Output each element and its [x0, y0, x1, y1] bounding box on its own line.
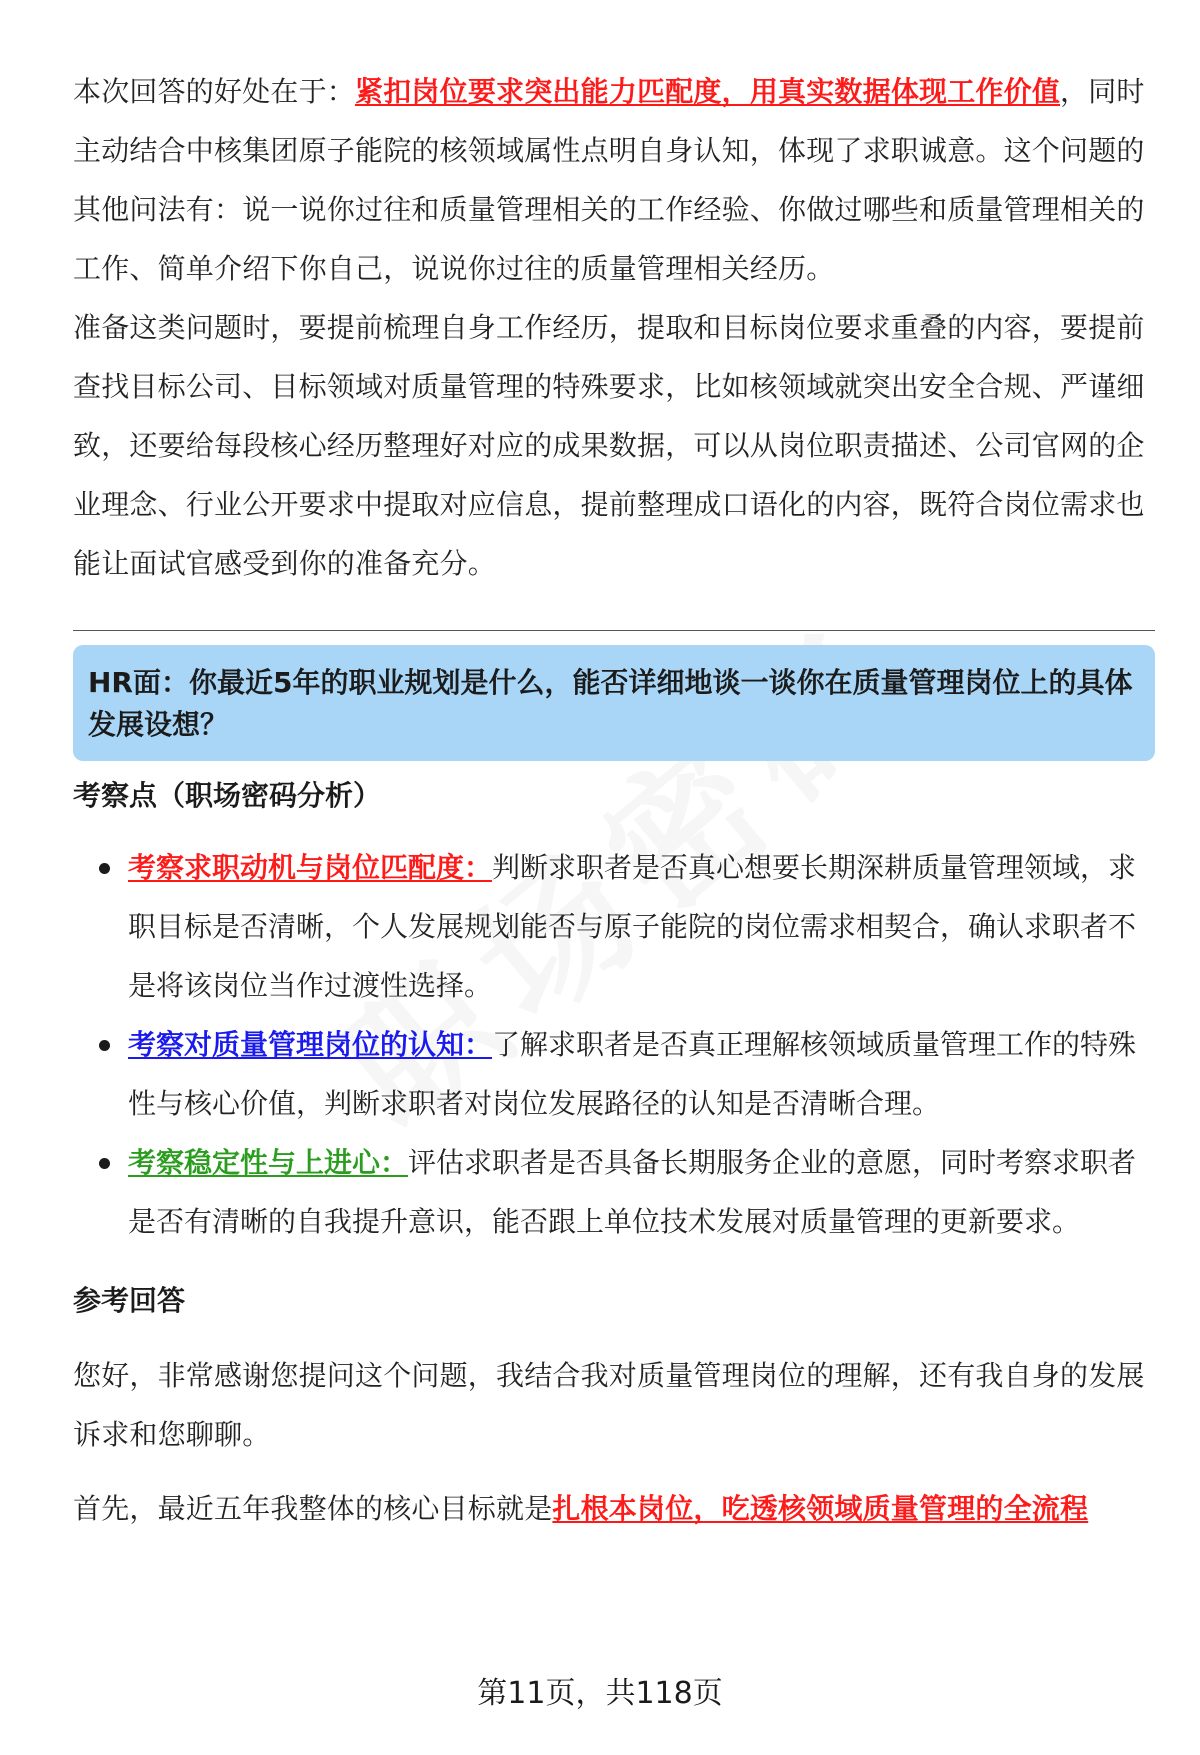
analysis-item-label: 考察求职动机与岗位匹配度：: [128, 851, 493, 884]
analysis-item-stability: [73, 1133, 1155, 1251]
analysis-item-label: 考察稳定性与上进心：: [128, 1146, 409, 1179]
analysis-heading: 考察点（职场密码分析）: [73, 779, 382, 812]
analysis-item-text: 评估求职者是否具备长期服务企业的意愿，同时考察求职者是否有清晰的自我提升意识，能否跟上单位技术发展对质量管理的更新要求。: [128, 1146, 1137, 1238]
analysis-item-text: 判断求职者是否真心想要长期深耕质量管理领域，求职目标是否清晰，个人发展规划能否与原子能院的岗位需求相契合，确认求职者不是将该岗位当作过渡性选择。: [128, 851, 1137, 1002]
answer-lead: 首先，最近五年我整体的核心目标就是: [73, 1492, 553, 1525]
question-box: HR面：你最近5年的职业规划是什么，能否详细地谈一谈你在质量管理岗位上的具体发展设想？: [73, 645, 1155, 761]
analysis-item-text: 了解求职者是否真正理解核领域质量管理工作的特殊性与核心价值，判断求职者对岗位发展路径的认知是否清晰合理。: [128, 1028, 1137, 1120]
bullet-icon: [99, 1040, 110, 1051]
answer-paragraph-1: 您好，非常感谢您提问这个问题，我结合我对质量管理岗位的理解，还有我自身的发展诉求和您聊聊。: [73, 1359, 1145, 1451]
bullet-icon: [99, 863, 110, 874]
prep-paragraph: 准备这类问题时，要提前梳理自身工作经历，提取和目标岗位要求重叠的内容，要提前查找目标公司、目标领域对质量管理的特殊要求，比如核领域就突出安全合规、严谨细致，还要给每段核心经历整理好对应的成果数据，可以从岗位职责描述、公司官网的企业理念、行业公开要求中提取对应信息，提前整理成口语化的内容，既符合岗位需求也能让面试官感受到你的准备充分。: [73, 311, 1145, 580]
intro-rest: ，同时主动结合中核集团原子能院的核领域属性点明自身认知，体现了求职诚意。这个问题的其他问法有：说一说你过往和质量管理相关的工作经验、你做过哪些和质量管理相关的工作、简单介绍下你自己，说说你过往的质量管理相关经历。: [73, 75, 1145, 285]
section-divider: [73, 630, 1155, 631]
answer-paragraph-2: [73, 1479, 1155, 1538]
bullet-icon: [99, 1158, 110, 1169]
document-page: [73, 62, 1155, 1538]
analysis-list: [73, 838, 1155, 1251]
answer-highlight: 扎根本岗位，吃透核领域质量管理的全流程: [552, 1492, 1089, 1525]
answer-heading: 参考回答: [73, 1284, 186, 1317]
intro-paragraph: [73, 62, 1155, 298]
analysis-item-label: 考察对质量管理岗位的认知：: [128, 1028, 493, 1061]
analysis-item-cognition: [73, 1015, 1155, 1133]
intro-lead: 本次回答的好处在于：: [73, 75, 356, 108]
page-number: 第11页，共118页: [477, 1676, 723, 1711]
intro-highlight: 紧扣岗位要求突出能力匹配度，用真实数据体现工作价值: [355, 75, 1061, 108]
analysis-item-motivation: [73, 838, 1155, 1015]
